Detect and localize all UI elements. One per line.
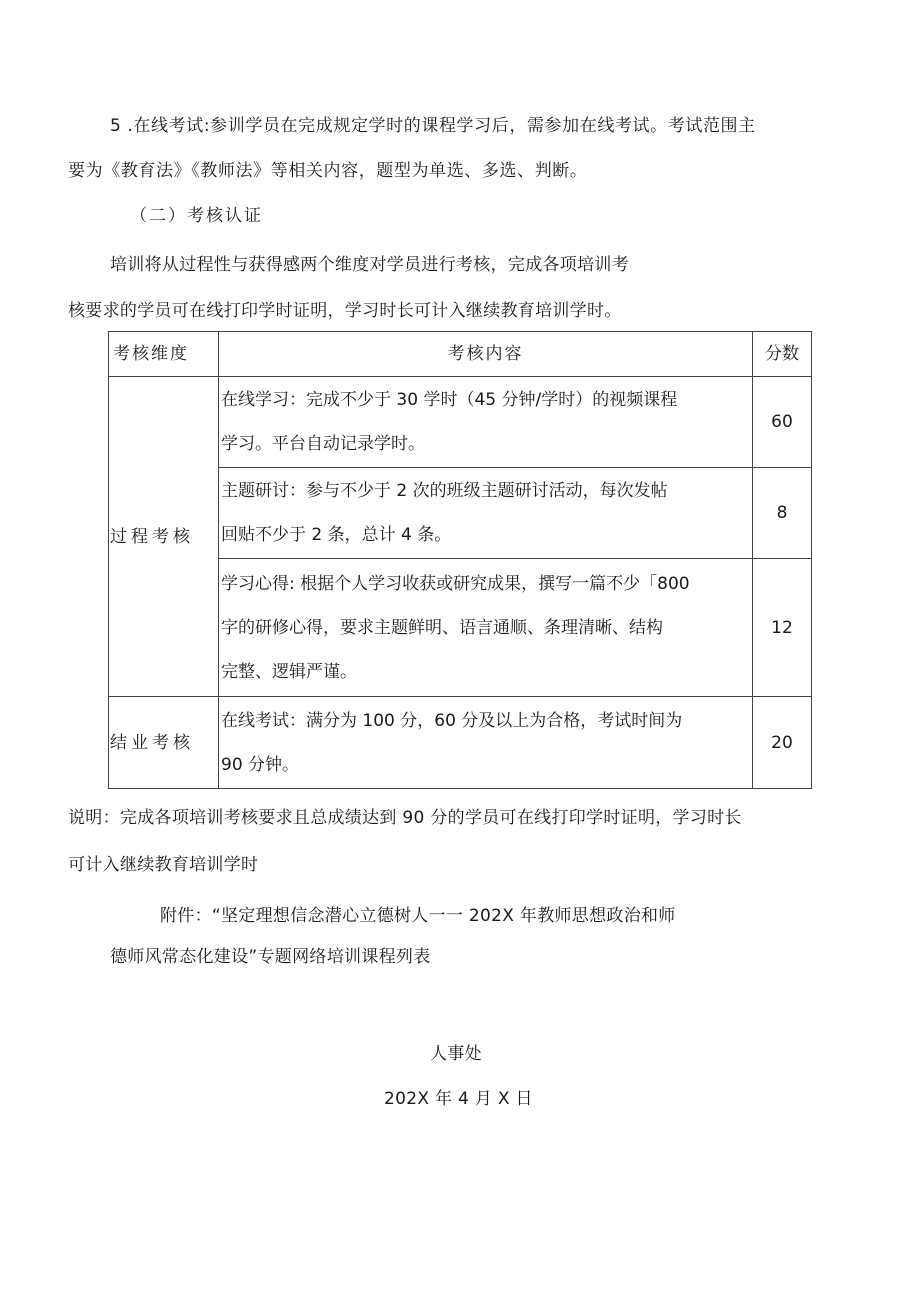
intro-line1: 培训将从过程性与获得感两个维度对学员进行考核，完成各项培训考 (110, 255, 629, 275)
header-content: 考核内容 (219, 332, 753, 377)
note-line2: 可计入继续教育培训学时 (68, 855, 259, 875)
intro-line2: 核要求的学员可在线打印学时证明，学习时长可计入继续教育培训学时。 (68, 301, 622, 321)
score-online-study: 60 (753, 377, 812, 468)
item5-line2: 要为《教育法》《教师法》等相关内容，题型为单选、多选、判断。 (68, 161, 588, 181)
table-row (109, 697, 812, 789)
table-header-row (109, 332, 812, 377)
dimension-completion: 结业考核 (109, 697, 219, 789)
content-discussion: 主题研讨：参与不少于 2 次的班级主题研讨活动，每次发帖 回贴不少于 2 条，总计 4 条。 (219, 468, 753, 559)
signature-date: 202X 年 4 月 X 日 (384, 1089, 533, 1109)
dimension-process: 过程考核 (109, 377, 219, 697)
score-discussion: 8 (753, 468, 812, 559)
section-heading-assessment: （二）考核认证 (130, 206, 263, 226)
note-line1: 说明：完成各项培训考核要求且总成绩达到 90 分的学员可在线打印学时证明，学习时长 (68, 808, 742, 828)
assessment-table (108, 331, 812, 789)
attachment-line1: 附件：“坚定理想信念潜心立德树人一一 202X 年教师思想政治和师 (160, 906, 676, 926)
content-reflection: 学习心得: 根据个人学习收获或研究成果，撰写一篇不少「800 字的研修心得，要求主题鲜明、语言通顺、条理清晰、结构 完整、逻辑严谨。 (219, 559, 753, 697)
table-row (109, 377, 812, 468)
content-online-study: 在线学习：完成不少于 30 学时（45 分钟/学时）的视频课程 学习。平台自动记录学时。 (219, 377, 753, 468)
score-online-exam: 20 (753, 697, 812, 789)
item5-line1: 5 .在线考试:参训学员在完成规定学时的课程学习后，需参加在线考试。考试范围主 (110, 116, 756, 136)
content-online-exam: 在线考试：满分为 100 分，60 分及以上为合格，考试时间为 90 分钟。 (219, 697, 753, 789)
signature-department: 人事处 (430, 1044, 482, 1064)
header-dimension: 考核维度 (109, 332, 219, 377)
attachment-line2: 德师风常态化建设”专题网络培训课程列表 (110, 947, 431, 967)
score-reflection: 12 (753, 559, 812, 697)
header-score: 分数 (753, 332, 812, 377)
